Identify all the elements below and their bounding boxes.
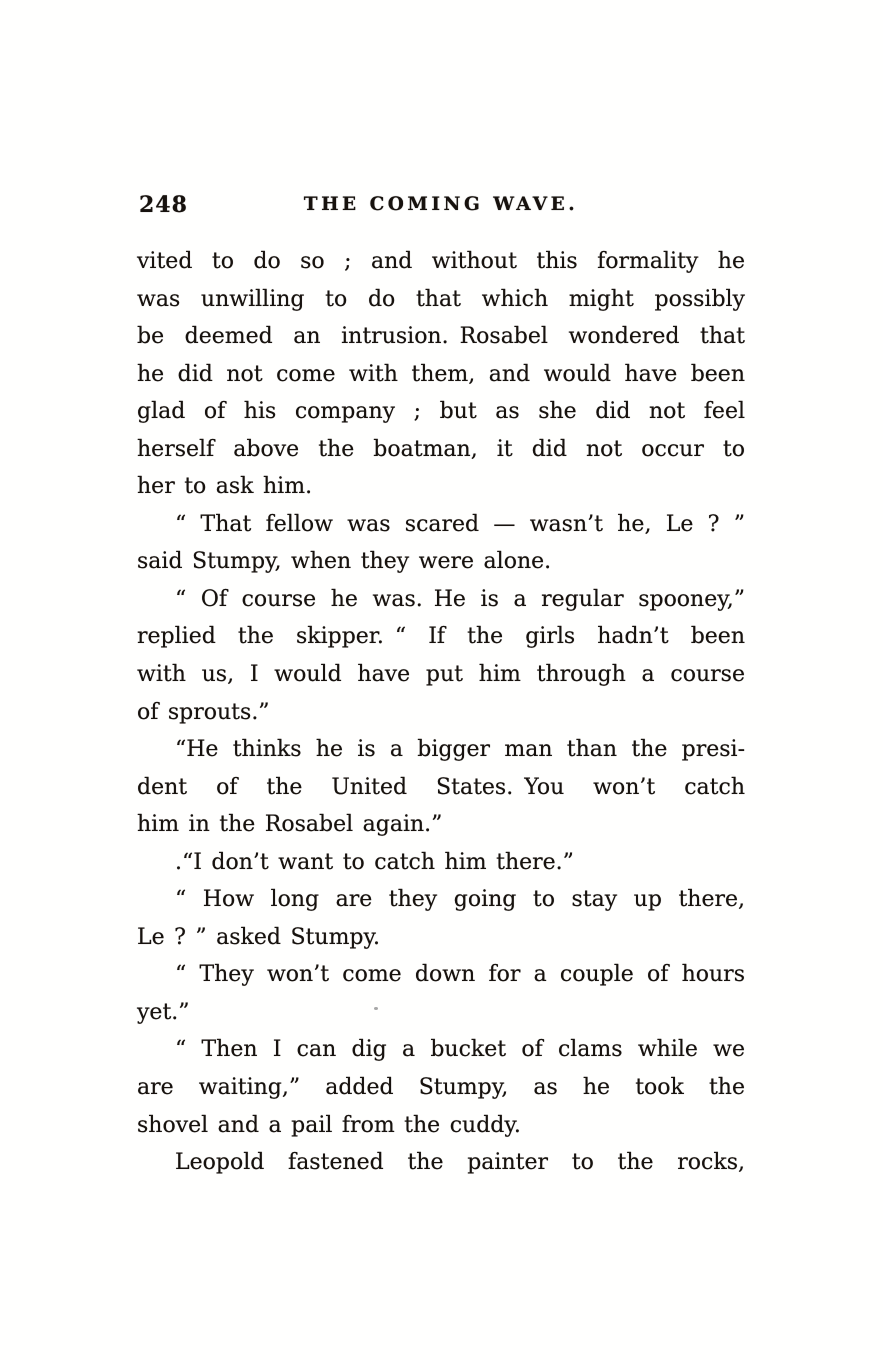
text-line: was unwilling to do that which might possibly (137, 286, 745, 312)
text-line: “ That fellow was scared — wasn’t he, Le ? ” (175, 511, 745, 537)
text-line: with us, I would have put him through a course (137, 662, 745, 688)
text-line: “ They won’t come down for a couple of hours (175, 962, 745, 988)
page-header (137, 192, 745, 224)
text-line: he did not come with them, and would have been (137, 361, 745, 387)
page-number: 248 (139, 192, 188, 218)
text-line: said Stumpy, when they were alone. (137, 549, 552, 575)
text-line: “ Then I can dig a bucket of clams while we (175, 1037, 745, 1063)
text-line: dent of the United States. You won’t catch (137, 774, 745, 800)
text-line: Le ? ” asked Stumpy. (137, 924, 381, 950)
text-block (137, 243, 745, 1182)
text-line: glad of his company ; but as she did not feel (137, 399, 745, 425)
text-line: her to ask him. (137, 474, 313, 500)
text-line: are waiting,” added Stumpy, as he took the (137, 1075, 745, 1101)
scan-speck (374, 1007, 378, 1010)
text-line: yet.” (137, 999, 190, 1025)
text-line: “He thinks he is a bigger man than the presi- (175, 737, 745, 763)
text-line: replied the skipper. “ If the girls hadn’t been (137, 624, 745, 650)
text-line: .“I don’t want to catch him there.” (175, 849, 574, 875)
text-line: “ Of course he was. He is a regular spooney,” (175, 586, 745, 612)
running-title: THE COMING WAVE. (303, 194, 579, 215)
text-line: of sprouts.” (137, 699, 270, 725)
text-line: be deemed an intrusion. Rosabel wondered that (137, 324, 745, 350)
text-line: vited to do so ; and without this formality he (137, 249, 745, 274)
text-line: him in the Rosabel again.” (137, 812, 443, 838)
text-line: herself above the boatman, it did not occur to (137, 436, 745, 462)
text-line: “ How long are they going to stay up there, (175, 887, 745, 913)
text-line: shovel and a pail from the cuddy. (137, 1112, 521, 1138)
text-line: Leopold fastened the painter to the rocks, (175, 1150, 745, 1176)
